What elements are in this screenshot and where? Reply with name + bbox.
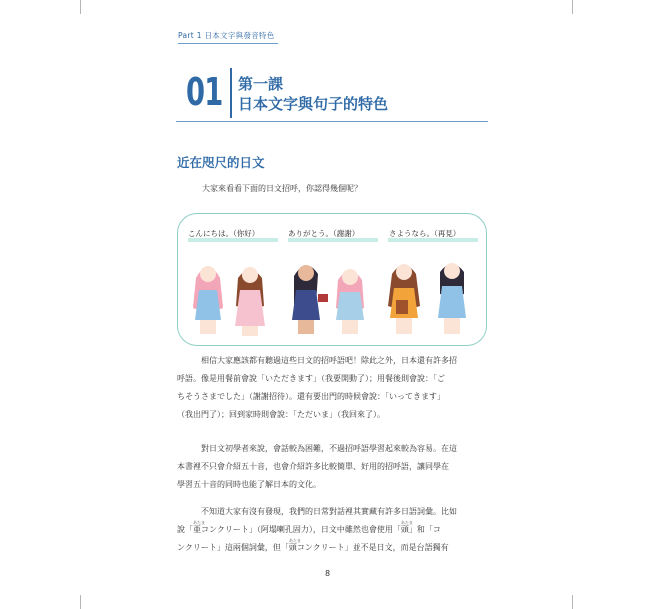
title-rule [176,121,488,122]
text-line [177,539,489,557]
girl-figure [292,265,328,334]
furigana: あたま [288,538,301,543]
text-line: 呼語。像是用餐前會說「いただきます」（我要開動了）；用餐後則會說：「ご [177,374,445,383]
text-line: 不知道大家有沒有發現，我們的日常對話裡其實藏有許多日語詞彙。比如 [201,507,457,516]
greeting-thanks [288,228,359,239]
text-line: 本書裡不只會介紹五十音，也會介紹許多比較簡單、好用的招呼語，讓同學在 [177,462,449,471]
text-line: 對日文初學者來說，會話較為困難，不過招呼語學習起來較為容易。在這 [201,444,457,453]
greeting-illustration [177,213,487,346]
text-line [177,521,489,539]
greeting-goodbye [389,228,460,239]
ruby-word [400,520,413,539]
text-line: ちそうさまでした」（謝謝招待）。還有要出門的時候會說：「いってきます」 [177,392,445,401]
text-line: 學習五十音的同時也能了解日本的文化。 [177,480,321,489]
paragraph-1 [177,352,489,424]
crop-mark [80,595,81,609]
running-header: Part 1 日本文字與發音特色 [178,31,275,40]
intro-text: 大家來看看下面的日文招呼，你認得幾個呢？ [202,184,362,193]
text-run: ンクリート」這兩個詞彙，但「 [177,543,289,552]
girls-illustration [178,244,486,344]
furigana: あたま [193,520,205,525]
greeting-jp: ありがとう。 [288,229,333,238]
girl-figure [388,264,420,334]
crop-mark [572,0,573,14]
header-rule [178,43,278,44]
text-run: コンクリート」（阿塌喇孔固力），日文中雖然也會使用「 [201,525,401,534]
ruby-base: 亜 [193,525,201,534]
girl-figure [235,267,265,336]
girl-figure [336,269,364,334]
lesson-title: 日本文字與句子的特色 [238,95,389,113]
text-run: 說「 [177,525,193,534]
text-run: コンクリート」並不是日文，而是台語獨有 [296,543,449,552]
page-number: 8 [324,569,331,578]
lesson-kicker: 第一課 [238,75,284,93]
ruby-word [193,520,205,539]
lesson-number: 01 [186,70,223,114]
paragraph-2 [177,440,489,494]
greeting-zh: （謝謝） [333,229,360,238]
greeting-jp: こんにちは。 [188,229,233,238]
greeting-zh: （再見） [434,229,461,238]
lesson-divider [230,68,232,118]
paragraph-3 [177,503,489,557]
ruby-base: 頭 [288,543,297,552]
text-line: （我出門了）；回到家時則會說：「ただいま」（我回來了）。 [177,410,385,419]
greeting-zh: （你好） [233,229,260,238]
crop-mark [80,0,81,14]
girl-figure [438,263,466,334]
greeting-jp: さようなら。 [389,229,434,238]
text-run: 」和「コ [408,525,441,534]
greeting-hello [188,228,259,239]
furigana: あたま [400,520,413,525]
ruby-word [288,538,301,557]
girl-figure [193,266,223,334]
ruby-base: 頭 [400,525,409,534]
crop-mark [572,595,573,609]
text-line: 相信大家應該都有聽過這些日文的招呼語吧！除此之外，日本還有許多招 [201,356,457,365]
section-heading: 近在咫尺的日文 [177,155,265,170]
